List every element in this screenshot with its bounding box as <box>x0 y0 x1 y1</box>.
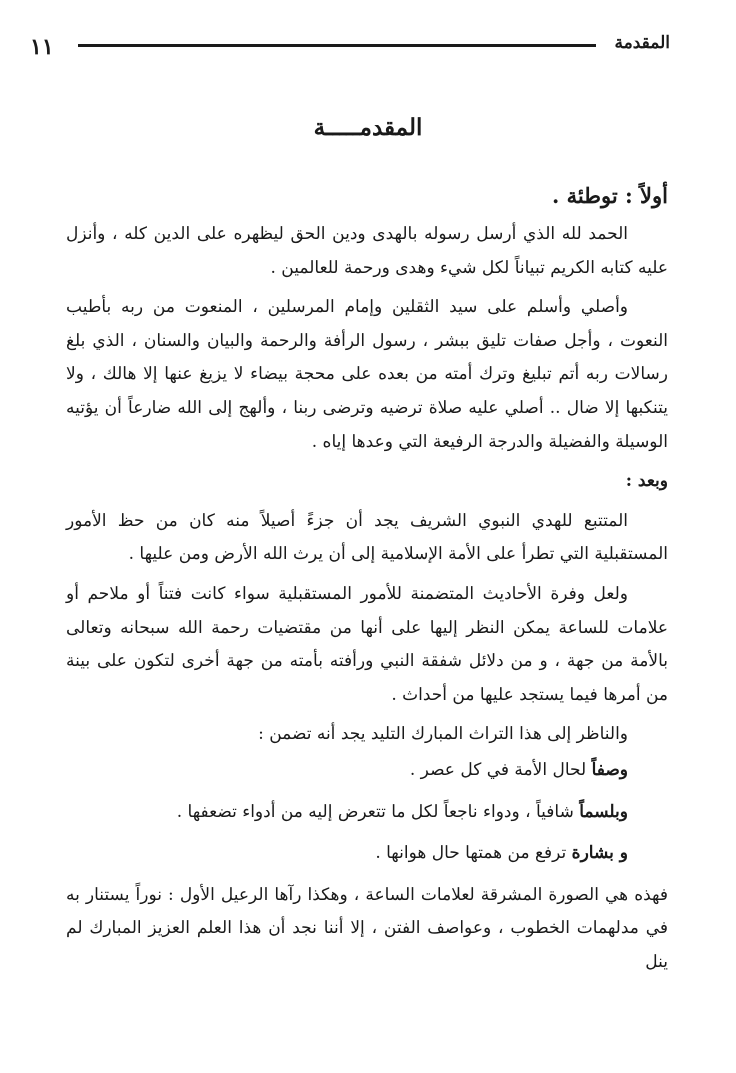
header-rule <box>78 44 596 47</box>
chapter-title <box>0 112 736 144</box>
paragraph-hadith-abundance: ولعل وفرة الأحاديث المتضمنة للأمور المستقبلية سواء كانت فتناً أو ملاحم أو علامات للساعة يمكن النظر إليها على أنها من مقتضيات رحمة الله سبحانه وتعالى بالأمة من جهة ، و من دلائل شفقة النبي ورأفته بأمته من جهة أخرى لتكون على بينة من أمرها فيما يستجد عليها من أحداث . <box>66 583 668 705</box>
paragraph-bright-image: فهذه هي الصورة المشرقة لعلامات الساعة ، وهكذا رآها الرعيل الأول : نوراً يستنار به في مدلهمات الخطوب ، وعواصف الفتن ، إلا أننا نجد أن هذا العلم العزيز المبارك لم ينل <box>66 884 668 972</box>
list-item <box>66 796 668 830</box>
page-number: ١١ <box>30 34 54 60</box>
list-item-text: ترفع من همتها حال هوانها . <box>375 843 572 864</box>
page-body <box>66 178 668 985</box>
running-header-title: المقدمة <box>614 33 670 53</box>
paragraph-prophetic-guidance: المتتبع للهدي النبوي الشريف يجد أن جزءً أصيلاً منه كان من حظ الأمور المستقبلية التي تطرأ على الأمة الإسلامية إلى أن يرث الله الأرض ومن عليها . <box>66 510 668 565</box>
list-item <box>66 837 668 871</box>
wabaad-heading: وبعد : <box>625 471 668 492</box>
list-item-text: شافياً ، ودواء ناجعاً لكل ما تتعرض إليه من أدواء تضعفها . <box>176 801 580 822</box>
running-header <box>30 32 670 60</box>
list-item <box>66 754 668 788</box>
paragraph-salutation: وأصلي وأسلم على سيد الثقلين وإمام المرسلين ، المنعوت من ربه بأطيب النعوت ، وأجل صفات تليق ببشر ، رسول الرأفة والرحمة والبيان والسنان ، الذي بلغ رسالات ربه أتم تبليغ وترك أمته من بعده على محجة بيضاء لا يزيغ عنها إلا هالك ، ولا يتنكبها إلا ضال .. أصلي عليه صلاة ترضيه وترضى ربنا ، وألهج إلى الله ضارعاً أن يؤتيه الوسيلة والفضيلة والدرجة الرفيعة التي وعدها إياه . <box>66 297 668 452</box>
section-heading: أولاً : توطئة . <box>552 183 668 208</box>
paragraph-praise: الحمد لله الذي أرسل رسوله بالهدى ودين الحق ليظهره على الدين كله ، وأنزل عليه كتابه الكريم تبياناً لكل شيء وهدى ورحمة للعالمين . <box>66 224 668 278</box>
list-item-text: لحال الأمة في كل عصر . <box>409 759 592 780</box>
list-item-lead: و بشارة <box>571 843 628 864</box>
list-item-lead: وصفاً <box>591 759 628 780</box>
paragraph-heritage-intro: والناظر إلى هذا التراث المبارك التليد يجد أنه تضمن : <box>258 724 628 745</box>
list-item-lead: وبلسماً <box>579 801 628 822</box>
chapter-title-text: المقدمـــــة <box>313 114 423 141</box>
